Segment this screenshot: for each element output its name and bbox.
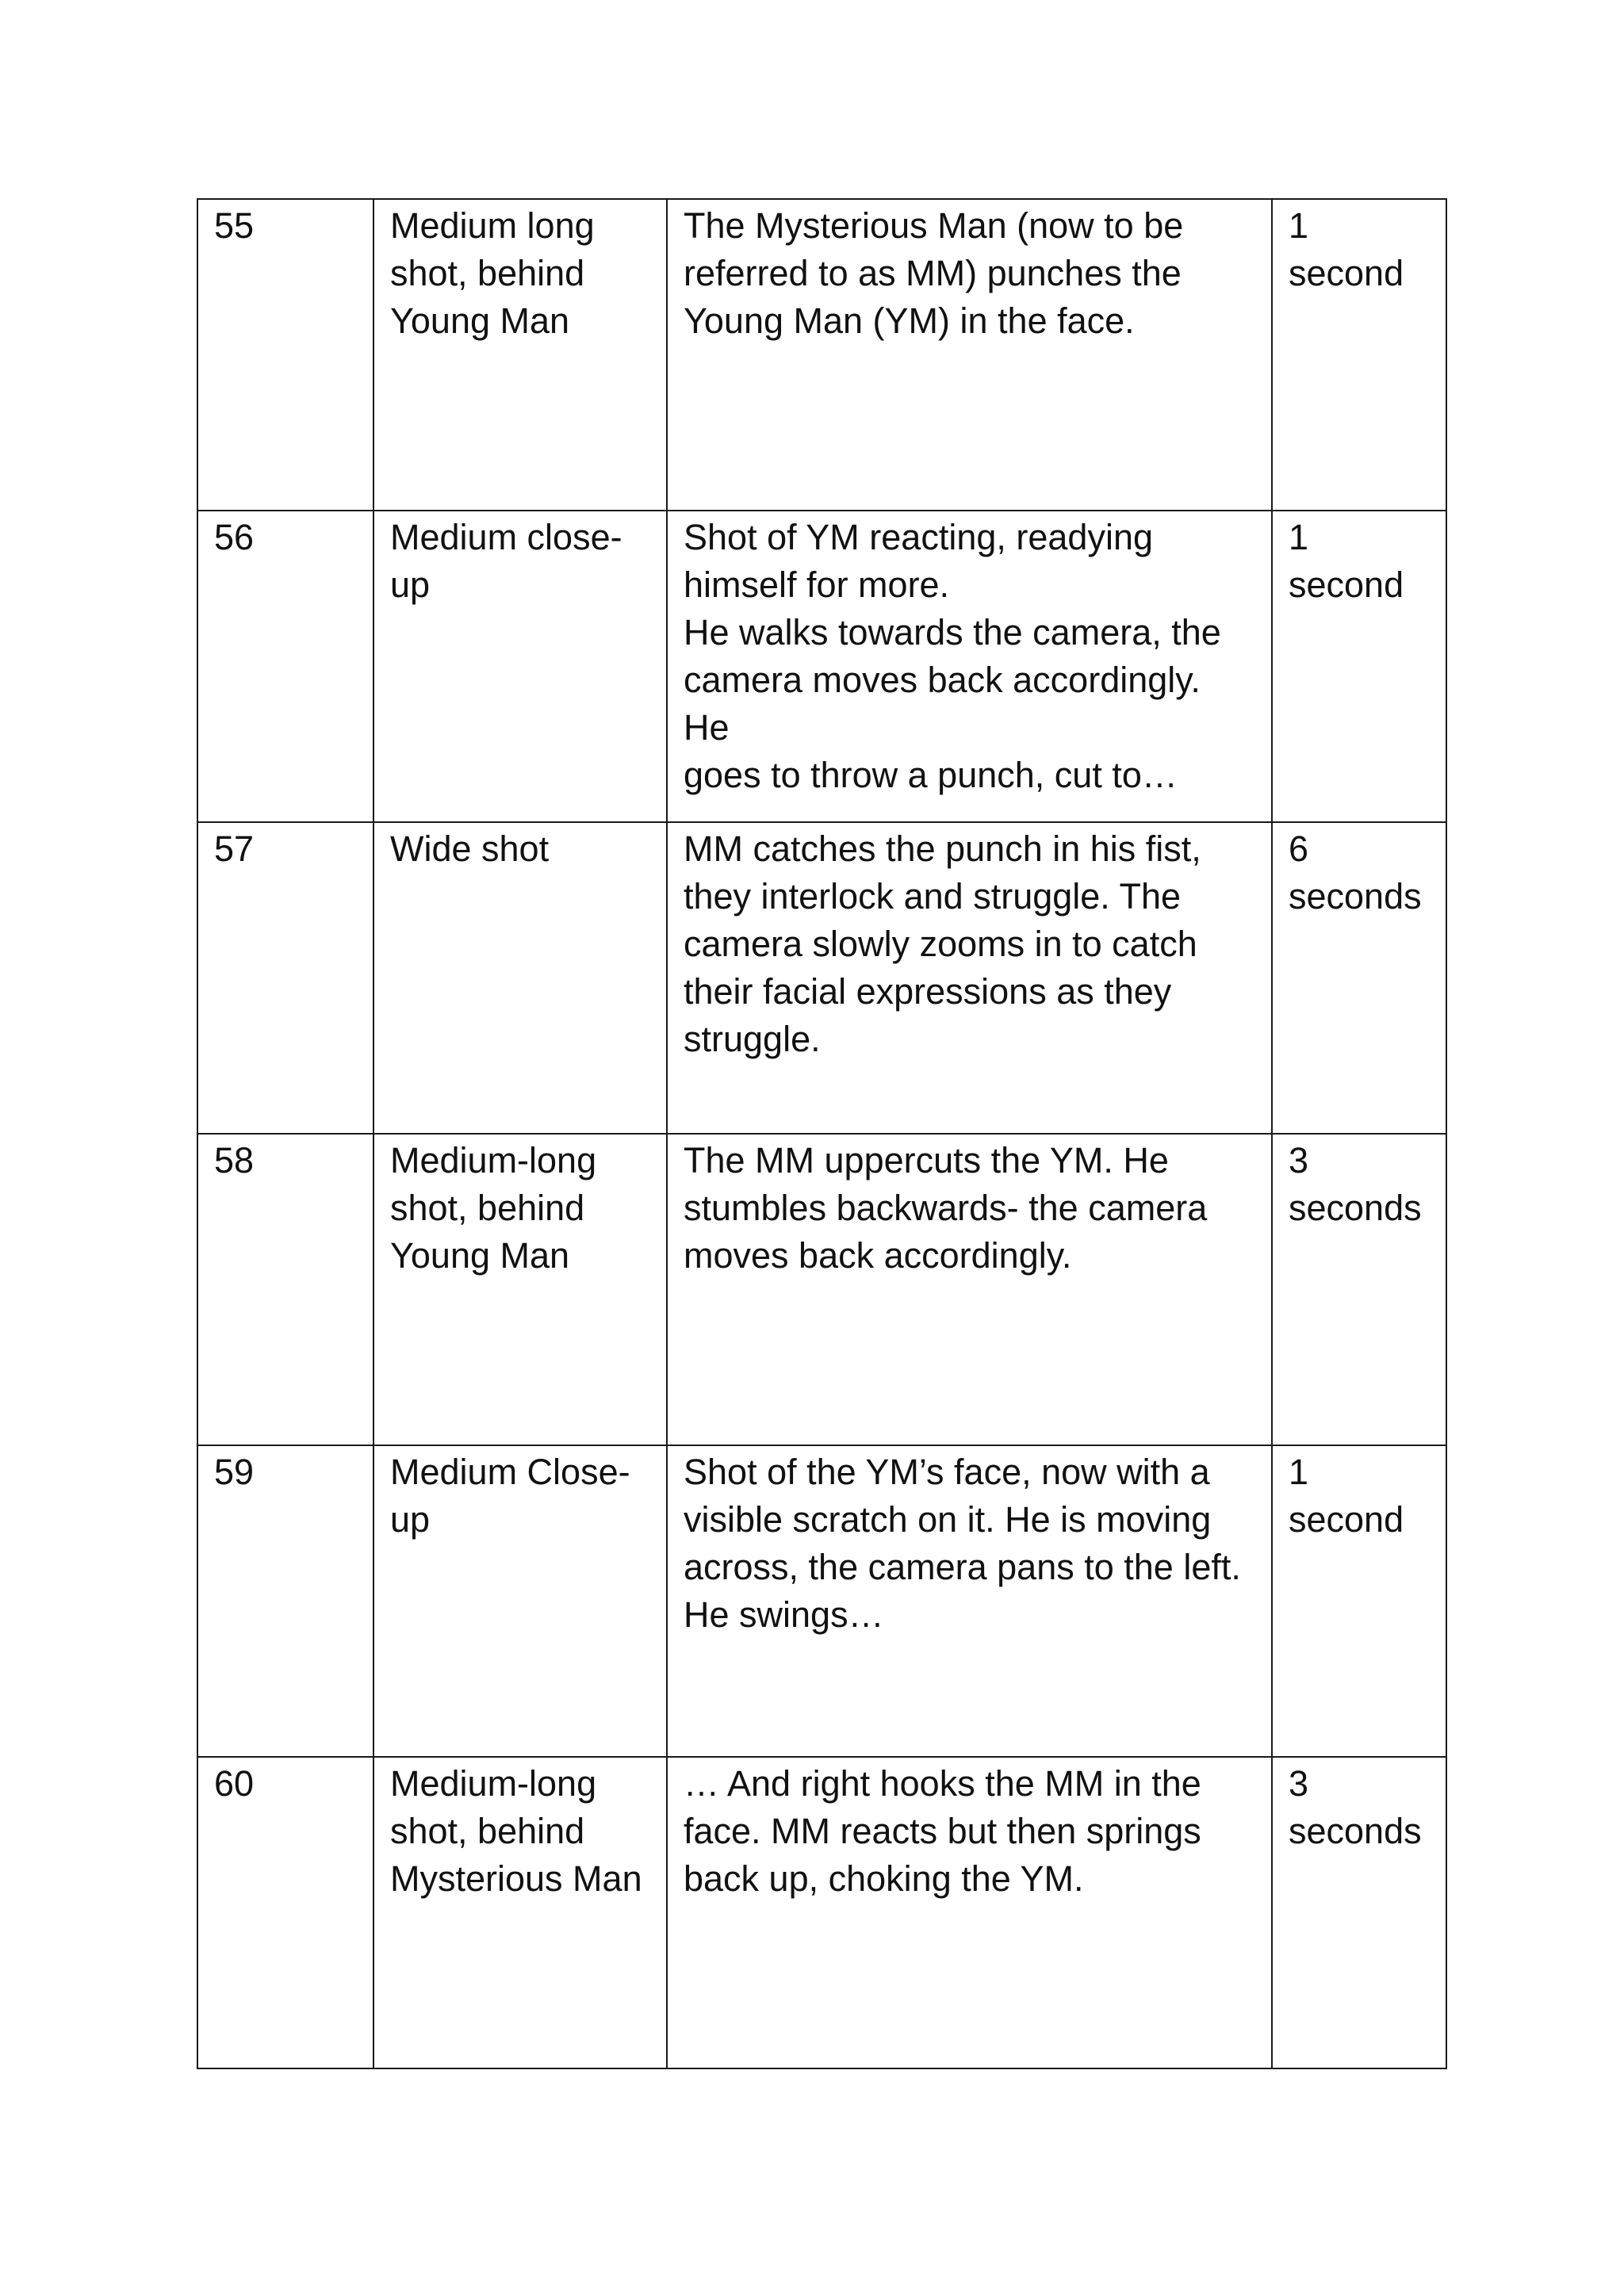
shot-type: Medium long shot, behind Young Man — [390, 205, 595, 341]
shot-description: MM catches the punch in his fist, they interlock and struggle. The camera slowly zooms in to catch their facial expressions as they struggle. — [684, 828, 1201, 1059]
shot-list-body — [197, 199, 1446, 2068]
shot-type: Wide shot — [390, 828, 550, 869]
shot-type-cell — [373, 1134, 667, 1445]
shot-duration-cell — [1272, 1134, 1446, 1445]
shot-list-table — [197, 198, 1447, 2069]
shot-type-cell — [373, 822, 667, 1134]
shot-duration: 1 second — [1289, 205, 1404, 293]
shot-number-cell — [197, 511, 373, 822]
shot-duration: 6 seconds — [1289, 828, 1422, 916]
table-row — [197, 199, 1446, 511]
shot-number: 60 — [214, 1763, 255, 1804]
table-row — [197, 822, 1446, 1134]
shot-description: Shot of YM reacting, readying himself for more. He walks towards the camera, the camera moves back accordingly. He goes to throw a punch, cut to… — [684, 517, 1221, 795]
shot-duration: 3 seconds — [1289, 1140, 1422, 1228]
shot-description: Shot of the YM’s face, now with a visible scratch on it. He is moving across, the camera pans to the left. He swings… — [684, 1452, 1241, 1635]
shot-type: Medium-long shot, behind Mysterious Man — [390, 1763, 642, 1899]
shot-number-cell — [197, 1757, 373, 2068]
shot-description: … And right hooks the MM in the face. MM reacts but then springs back up, choking the YM. — [684, 1763, 1201, 1899]
shot-duration: 1 second — [1289, 1452, 1404, 1540]
shot-description-cell — [667, 1757, 1272, 2068]
table-row — [197, 1134, 1446, 1445]
shot-number-cell — [197, 199, 373, 511]
shot-type: Medium close- up — [390, 517, 622, 605]
shot-type-cell — [373, 511, 667, 822]
shot-number: 58 — [214, 1140, 255, 1181]
shot-type: Medium-long shot, behind Young Man — [390, 1140, 597, 1276]
shot-duration-cell — [1272, 1757, 1446, 2068]
shot-number: 59 — [214, 1452, 255, 1492]
shot-type: Medium Close- up — [390, 1452, 630, 1540]
shot-number: 57 — [214, 828, 255, 869]
shot-number: 56 — [214, 517, 255, 557]
shot-number-cell — [197, 1134, 373, 1445]
shot-type-cell — [373, 1757, 667, 2068]
shot-type-cell — [373, 199, 667, 511]
shot-number-cell — [197, 822, 373, 1134]
shot-description-cell — [667, 822, 1272, 1134]
shot-number: 55 — [214, 205, 255, 246]
shot-number-cell — [197, 1445, 373, 1757]
shot-duration-cell — [1272, 822, 1446, 1134]
shot-duration-cell — [1272, 1445, 1446, 1757]
table-row — [197, 1757, 1446, 2068]
shot-type-cell — [373, 1445, 667, 1757]
table-row — [197, 1445, 1446, 1757]
shot-description-cell — [667, 199, 1272, 511]
shot-duration-cell — [1272, 511, 1446, 822]
shot-duration: 3 seconds — [1289, 1763, 1422, 1851]
shot-duration-cell — [1272, 199, 1446, 511]
shot-description: The MM uppercuts the YM. He stumbles backwards- the camera moves back accordingly. — [684, 1140, 1208, 1276]
shot-duration: 1 second — [1289, 517, 1404, 605]
shot-description: The Mysterious Man (now to be referred to as MM) punches the Young Man (YM) in the face. — [684, 205, 1184, 341]
shot-description-cell — [667, 511, 1272, 822]
shot-description-cell — [667, 1445, 1272, 1757]
table-row — [197, 511, 1446, 822]
shot-description-cell — [667, 1134, 1272, 1445]
